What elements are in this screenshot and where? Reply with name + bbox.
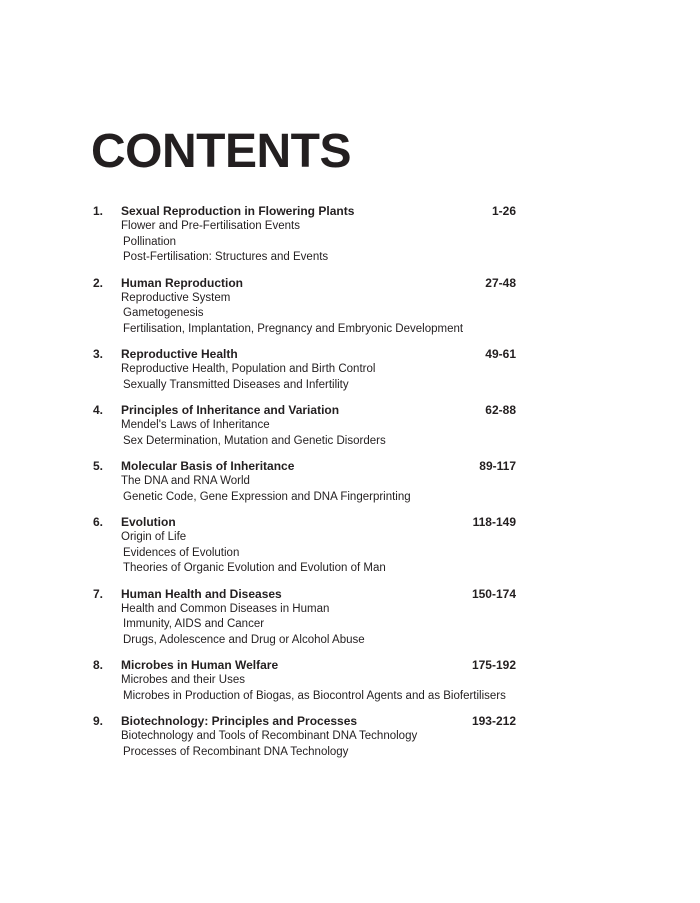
chapter-number: 1. xyxy=(93,204,104,218)
chapter-subtopic: Microbes and their Uses xyxy=(121,674,245,686)
chapter-number: 8. xyxy=(93,658,104,672)
chapter-number: 3. xyxy=(93,347,104,361)
chapter-heading xyxy=(0,458,700,474)
chapter-subtopic: Microbes in Production of Biogas, as Biocontrol Agents and as Biofertilisers xyxy=(123,689,506,702)
chapter-subtopic: Sex Determination, Mutation and Genetic Disorders xyxy=(123,434,386,447)
chapter-subtopic: Reproductive System xyxy=(121,291,231,304)
chapter-title: Biotechnology: Principles and Processes xyxy=(121,714,358,728)
chapter-heading xyxy=(0,586,700,602)
chapter-number: 4. xyxy=(93,403,104,417)
chapter-subtopic: Processes of Recombinant DNA Technology xyxy=(123,745,349,758)
chapter-entry xyxy=(0,203,700,266)
chapter-subtopic: Origin of Life xyxy=(121,531,187,543)
chapter-title: Molecular Basis of Inheritance xyxy=(121,459,295,473)
chapter-entry xyxy=(0,657,700,704)
chapter-number: 5. xyxy=(93,459,104,473)
chapter-page-range: 27-48 xyxy=(485,275,516,290)
chapter-title: Evolution xyxy=(121,515,176,529)
contents-list xyxy=(0,203,700,769)
chapter-title: Human Health and Diseases xyxy=(121,586,282,601)
chapter-heading xyxy=(0,275,700,291)
chapter-page-range: 150-174 xyxy=(471,586,516,601)
chapter-title: Sexual Reproduction in Flowering Plants xyxy=(121,204,355,218)
chapter-heading xyxy=(0,203,700,219)
chapter-subtopic: Health and Common Diseases in Human xyxy=(121,602,330,615)
page-title: CONTENTS xyxy=(91,125,351,178)
chapter-page-range: 49-61 xyxy=(485,347,516,361)
chapter-number: 2. xyxy=(93,275,104,290)
chapter-subtopic: Biotechnology and Tools of Recombinant DNA Technology xyxy=(121,730,418,742)
chapter-entry xyxy=(0,514,700,577)
chapter-entry xyxy=(0,713,700,760)
chapter-subtopic: Reproductive Health, Population and Birth Control xyxy=(121,363,376,375)
chapter-entry xyxy=(0,275,700,338)
chapter-entry xyxy=(0,458,700,505)
chapter-subtopic: Genetic Code, Gene Expression and DNA Fingerprinting xyxy=(123,490,411,503)
chapter-subtopic: Theories of Organic Evolution and Evolution of Man xyxy=(123,562,386,574)
chapter-subtopic: Flower and Pre-Fertilisation Events xyxy=(121,220,300,232)
chapter-heading xyxy=(0,402,700,418)
chapter-number: 7. xyxy=(93,586,104,601)
chapter-heading xyxy=(0,514,700,530)
chapter-number: 9. xyxy=(93,714,104,728)
chapter-number: 6. xyxy=(93,515,104,529)
chapter-title: Reproductive Health xyxy=(121,347,238,361)
chapter-page-range: 175-192 xyxy=(471,658,516,672)
chapter-entry xyxy=(0,586,700,649)
chapter-subtopic: Immunity, AIDS and Cancer xyxy=(123,618,265,630)
chapter-title: Principles of Inheritance and Variation xyxy=(121,403,340,417)
chapter-subtopic: Evidences of Evolution xyxy=(123,546,240,559)
chapter-page-range: 118-149 xyxy=(472,515,516,529)
chapter-subtopic: Fertilisation, Implantation, Pregnancy and Embryonic Development xyxy=(123,322,464,335)
chapter-entry xyxy=(0,346,700,393)
chapter-page-range: 193-212 xyxy=(471,714,516,728)
chapter-page-range: 1-26 xyxy=(491,204,516,218)
chapter-page-range: 62-88 xyxy=(485,403,516,417)
chapter-heading xyxy=(0,657,700,673)
chapter-subtopic: Pollination xyxy=(123,235,177,248)
chapter-heading xyxy=(0,346,700,362)
chapter-subtopic: Gametogenesis xyxy=(123,307,204,319)
chapter-subtopic: Drugs, Adolescence and Drug or Alcohol Abuse xyxy=(123,633,365,646)
chapter-heading xyxy=(0,713,700,729)
chapter-subtopic: Sexually Transmitted Diseases and Infertility xyxy=(123,378,349,391)
chapter-page-range: 89-117 xyxy=(479,459,516,473)
chapter-subtopic: Post-Fertilisation: Structures and Events xyxy=(123,251,329,263)
chapter-subtopic: The DNA and RNA World xyxy=(121,475,250,487)
chapter-entry xyxy=(0,402,700,449)
chapter-title: Microbes in Human Welfare xyxy=(121,658,279,672)
chapter-subtopic: Mendel's Laws of Inheritance xyxy=(121,419,270,431)
chapter-title: Human Reproduction xyxy=(121,275,243,290)
